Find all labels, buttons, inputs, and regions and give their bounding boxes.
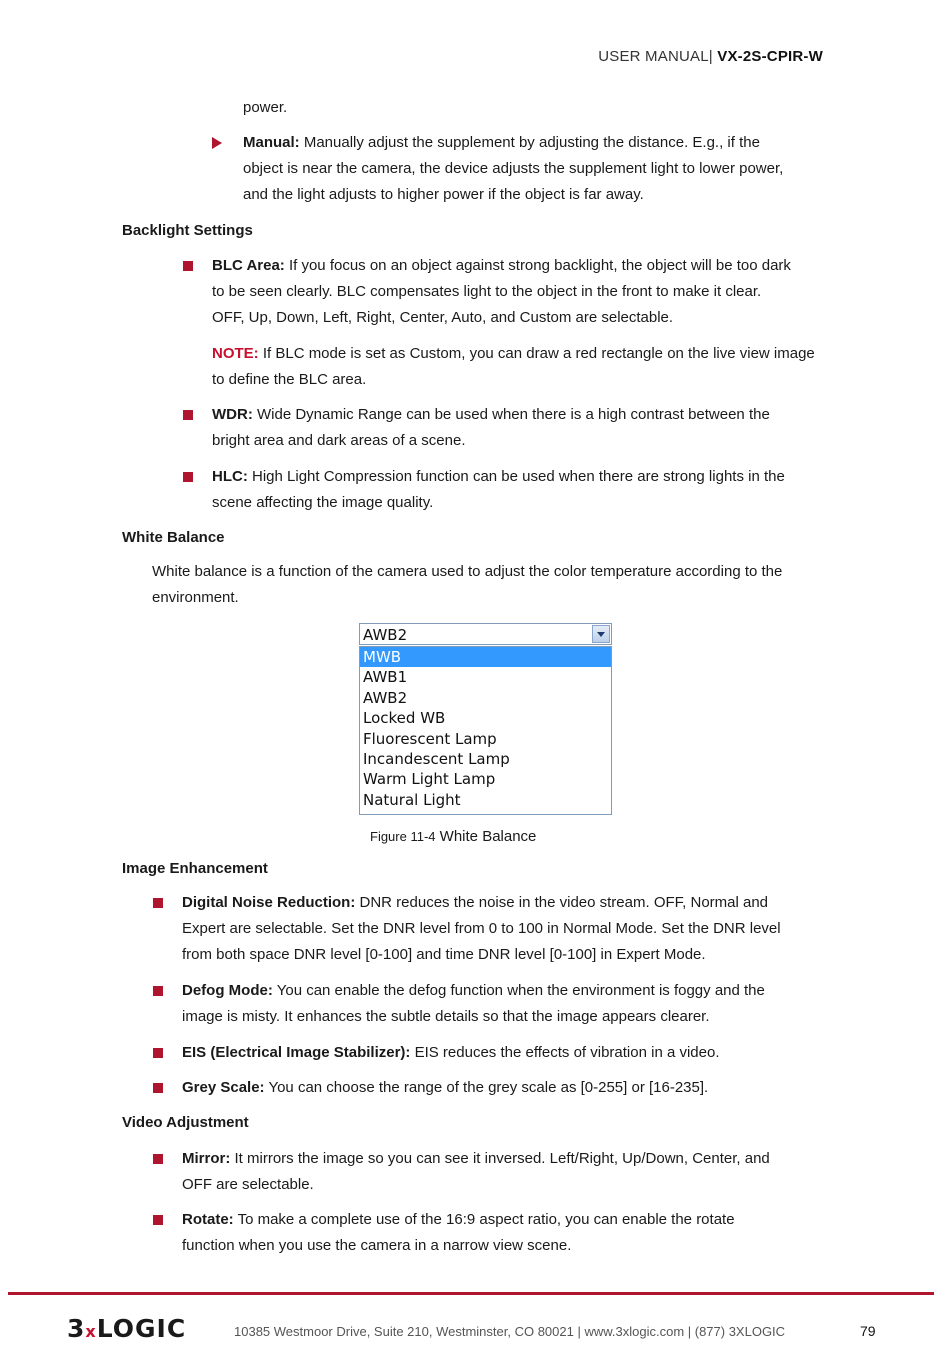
figure-caption: Figure 11-4 White Balance xyxy=(0,824,950,850)
square-bullet-icon xyxy=(183,410,193,420)
header-prefix: USER MANUAL| xyxy=(598,48,713,65)
manual-item: Manual: Manually adjust the supplement by adjusting the distance. E.g., if the object is near the camera, the device adjusts the supplement light to lower power, and the light adjusts to higher power if the object is far away. xyxy=(243,134,784,203)
eis-item: EIS (Electrical Image Stabilizer): EIS reduces the effects of vibration in a video. xyxy=(182,1044,720,1061)
square-bullet-icon xyxy=(183,261,193,271)
square-bullet-icon xyxy=(153,1083,163,1093)
white-balance-heading: White Balance xyxy=(122,529,225,546)
white-balance-options xyxy=(359,646,612,815)
arrow-bullet-icon xyxy=(212,137,222,149)
square-bullet-icon xyxy=(153,898,163,908)
white-balance-dropdown[interactable] xyxy=(359,623,612,815)
note-label: NOTE: xyxy=(212,345,259,362)
mirror-item: Mirror: It mirrors the image so you can see it inversed. Left/Right, Up/Down, Center, and OFF are selectable. xyxy=(182,1150,770,1193)
rotate-item: Rotate: To make a complete use of the 16:9 aspect ratio, you can enable the rotate function when you use the camera in a narrow view scene. xyxy=(182,1211,735,1254)
grey-scale-item: Grey Scale: You can choose the range of the grey scale as [0-255] or [16-235]. xyxy=(182,1079,709,1096)
hlc-item: HLC: High Light Compression function can be used when there are strong lights in the scene affecting the image quality. xyxy=(212,468,785,511)
option-locked-wb[interactable]: Locked WB xyxy=(363,709,446,728)
selected-value: AWB2 xyxy=(363,626,408,644)
header-model: VX-2S-CPIR-W xyxy=(717,48,823,65)
chevron-down-icon[interactable] xyxy=(592,625,610,643)
blc-note: NOTE: If BLC mode is set as Custom, you can draw a red rectangle on the live view image to define the BLC area. xyxy=(212,345,815,388)
figure-label: Figure 11-4 xyxy=(370,829,436,844)
blc-item: BLC Area: If you focus on an object against strong backlight, the object will be too dark to be seen clearly. BLC compensates light to the object in the front to make it clear. OFF, Up, Down, Left, Right, Center, Auto, and Custom are selectable. xyxy=(212,257,791,326)
option-awb1[interactable]: AWB1 xyxy=(363,668,408,687)
square-bullet-icon xyxy=(153,1215,163,1225)
option-fluorescent-lamp[interactable]: Fluorescent Lamp xyxy=(363,729,497,748)
wdr-item: WDR: Wide Dynamic Range can be used when there is a high contrast between the bright area and dark areas of a scene. xyxy=(212,406,770,449)
square-bullet-icon xyxy=(153,1048,163,1058)
square-bullet-icon xyxy=(153,986,163,996)
manual-label: Manual: xyxy=(243,134,300,151)
image-enhancement-heading: Image Enhancement xyxy=(122,860,268,877)
option-natural-light[interactable]: Natural Light xyxy=(363,790,461,809)
backlight-heading: Backlight Settings xyxy=(122,222,253,239)
square-bullet-icon xyxy=(153,1154,163,1164)
running-header xyxy=(598,44,823,70)
video-adjustment-heading: Video Adjustment xyxy=(122,1114,249,1131)
brand-logo: 3xLOGIC xyxy=(67,1314,187,1343)
option-mwb[interactable]: MWB xyxy=(360,647,611,667)
page-number: 79 xyxy=(860,1323,876,1339)
square-bullet-icon xyxy=(183,472,193,482)
continued-text: power. xyxy=(243,99,288,116)
option-warm-light-lamp[interactable]: Warm Light Lamp xyxy=(363,770,496,789)
dnr-item: Digital Noise Reduction: DNR reduces the noise in the video stream. OFF, Normal and Expert are selectable. Set the DNR level from 0 to 100 in Normal Mode. Set the DNR level from both space DNR level [0-100] and time DNR level [0-100] in Expert Mode. xyxy=(182,894,781,963)
white-balance-select[interactable] xyxy=(359,623,612,645)
white-balance-description: White balance is a function of the camera used to adjust the color temperature according to the environment. xyxy=(152,563,783,606)
defog-item: Defog Mode: You can enable the defog function when the environment is foggy and the image is misty. It enhances the subtle details so that the image appears clearer. xyxy=(182,982,765,1025)
footer-address: 10385 Westmoor Drive, Suite 210, Westminster, CO 80021 | www.3xlogic.com | (877) 3XLOGIC xyxy=(234,1324,786,1339)
option-incandescent-lamp[interactable]: Incandescent Lamp xyxy=(363,749,510,768)
option-awb2[interactable]: AWB2 xyxy=(363,688,408,707)
footer-divider xyxy=(8,1292,934,1295)
